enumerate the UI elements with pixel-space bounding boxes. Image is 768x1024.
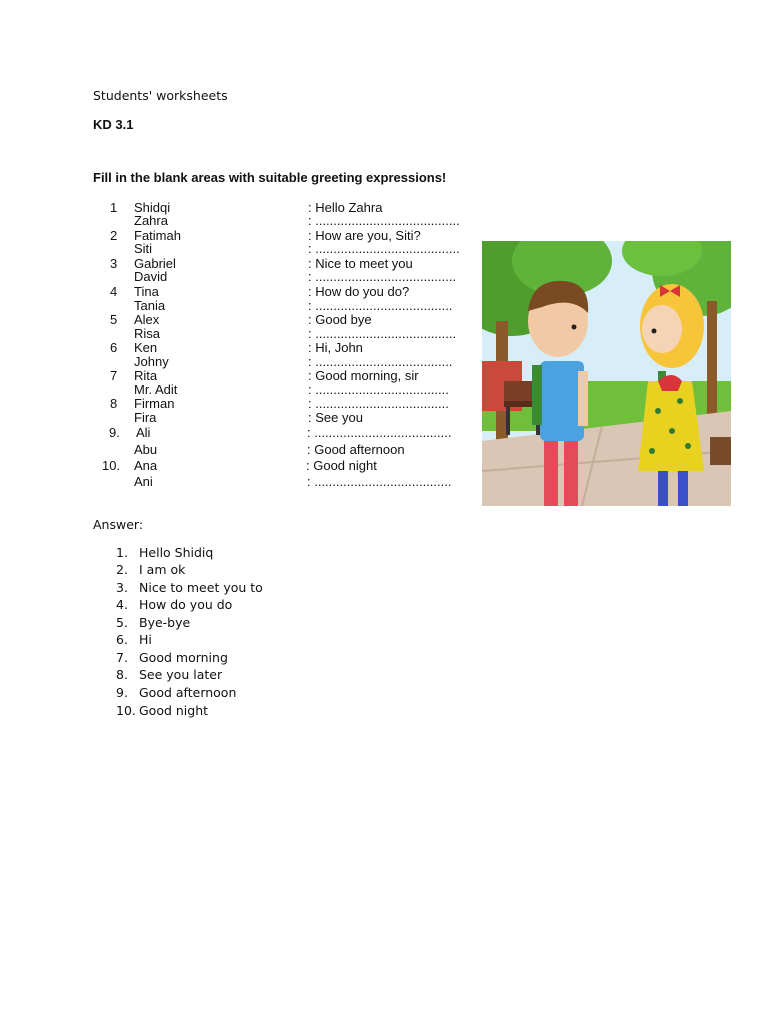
response-blank: : ...................................... [307,474,452,489]
response-blank: : ...................................... [308,354,453,369]
response-blank: : ...................................... [308,298,453,313]
item-number: 8 [110,396,118,411]
item-number: 10. [102,458,121,473]
speaker-line: : Good night [306,458,377,473]
answer-text: Good afternoon [139,685,237,700]
response-line: : Good afternoon [307,442,405,457]
answer-text: Hello Shidiq [139,545,214,560]
speaker-line: : Hello Zahra [308,200,383,215]
worksheet-title: Students' worksheets [93,88,228,103]
speaker-line: : Nice to meet you [308,256,413,271]
item-number: 4 [110,284,118,299]
answer-text: I am ok [139,562,186,577]
answer-number: 7. [116,650,128,665]
answer-text: Bye-bye [139,615,191,630]
answer-text: Hi [139,632,152,647]
item-number: 5 [110,312,118,327]
responder-name: Risa [134,326,161,341]
answer-text: Good night [139,703,209,718]
responder-name: Fira [134,410,157,425]
answer-number: 9. [116,685,128,700]
speaker-name: Tina [134,284,159,299]
speaker-line: : Good bye [308,312,372,327]
response-blank: : ....................................... [308,269,457,284]
speaker-line: : How do you do? [308,284,410,299]
speaker-line: : Hi, John [308,340,363,355]
responder-name: Johny [134,354,169,369]
answer-text: How do you do [139,597,233,612]
item-number: 6 [110,340,118,355]
response-line: : See you [308,410,363,425]
responder-name: Siti [134,241,153,256]
speaker-name: Ken [134,340,158,355]
response-blank: : ..................................... [308,396,449,411]
response-blank: : ........................................ [308,241,460,256]
speaker-name: Firman [134,396,175,411]
speaker-blank: : ...................................... [307,425,452,440]
kd-label: KD 3.1 [93,117,134,132]
item-number: 3 [110,256,118,271]
speaker-name: Fatimah [134,228,181,243]
speaker-name: Rita [134,368,158,383]
item-number: 1 [110,200,118,215]
instruction: Fill in the blank areas with suitable greeting expressions! [93,170,447,185]
speaker-line: : How are you, Siti? [308,228,421,243]
answer-text: Good morning [139,650,228,665]
responder-name: Ani [134,474,153,489]
item-number: 9. [109,425,120,440]
answer-number: 2. [116,562,128,577]
responder-name: Tania [134,298,166,313]
item-number: 7 [110,368,118,383]
speaker-name: Ana [134,458,158,473]
answer-number: 6. [116,632,128,647]
response-blank: : ........................................ [308,213,460,228]
item-number: 2 [110,228,118,243]
speaker-line: : Good morning, sir [308,368,419,383]
speaker-name: Ali [136,425,151,440]
answer-number: 8. [116,667,128,682]
answer-number: 3. [116,580,128,595]
responder-name: David [134,269,168,284]
responder-name: Abu [134,442,158,457]
responder-name: Mr. Adit [134,382,178,397]
greeting-illustration [482,241,731,506]
answer-number: 1. [116,545,128,560]
response-blank: : ....................................... [308,326,457,341]
answer-text: Nice to meet you to [139,580,263,595]
speaker-name: Gabriel [134,256,176,271]
answer-number: 4. [116,597,128,612]
speaker-name: Shidqi [134,200,171,215]
response-blank: : ..................................... [308,382,449,397]
responder-name: Zahra [134,213,168,228]
answer-number: 5. [116,615,128,630]
answer-number: 10. [116,703,136,718]
speaker-name: Alex [134,312,160,327]
answer-text: See you later [139,667,223,682]
answer-label: Answer: [93,517,144,532]
